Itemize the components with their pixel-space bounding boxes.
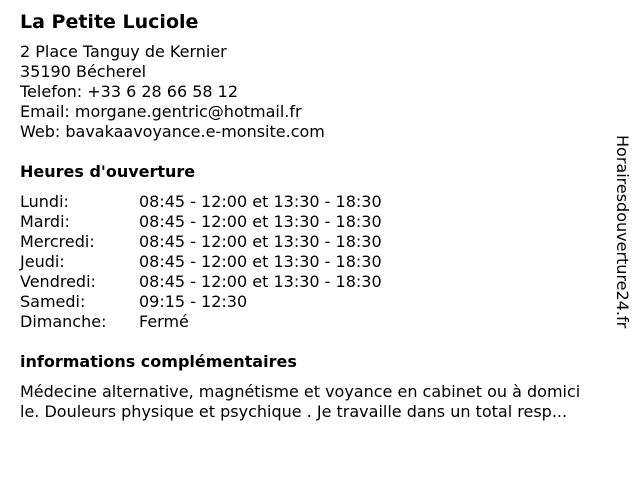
email-line: Email: morgane.gentric@hotmail.fr: [20, 102, 302, 121]
hours-day: Dimanche:: [20, 312, 107, 331]
info-description: [20, 382, 620, 422]
business-name: La Petite Luciole: [20, 11, 199, 33]
hours-time: 08:45 - 12:00 et 13:30 - 18:30: [139, 212, 382, 231]
hours-time: 08:45 - 12:00 et 13:30 - 18:30: [139, 272, 382, 291]
hours-row-saturday: [20, 292, 620, 312]
hours-time: 08:45 - 12:00 et 13:30 - 18:30: [139, 252, 382, 271]
info-line-2: le. Douleurs physique et psychique . Je travaille dans un total resp...: [20, 402, 568, 421]
hours-day: Mardi:: [20, 212, 70, 231]
hours-row-monday: [20, 192, 620, 212]
hours-row-tuesday: [20, 212, 620, 232]
hours-row-thursday: [20, 252, 620, 272]
hours-day: Jeudi:: [20, 252, 65, 271]
info-line-1: Médecine alternative, magnétisme et voyance en cabinet ou à domici: [20, 382, 581, 401]
business-card: [20, 10, 620, 422]
info-heading: informations complémentaires: [20, 352, 297, 371]
hours-time: 08:45 - 12:00 et 13:30 - 18:30: [139, 232, 382, 251]
hours-time: Fermé: [139, 312, 189, 331]
site-watermark: [612, 135, 632, 345]
contact-block: [20, 42, 620, 142]
hours-day: Mercredi:: [20, 232, 95, 251]
hours-heading: Heures d'ouverture: [20, 162, 196, 181]
hours-day: Vendredi:: [20, 272, 96, 291]
phone-line: Telefon: +33 6 28 66 58 12: [20, 82, 239, 101]
address-city: 35190 Bécherel: [20, 62, 147, 81]
hours-table: [20, 192, 620, 332]
watermark-text: Horairesdouverture24.fr: [613, 135, 632, 329]
address-street: 2 Place Tanguy de Kernier: [20, 42, 227, 61]
hours-row-friday: [20, 272, 620, 292]
hours-time: 09:15 - 12:30: [139, 292, 248, 311]
hours-row-wednesday: [20, 232, 620, 252]
hours-day: Samedi:: [20, 292, 86, 311]
web-line: Web: bavakaavoyance.e-monsite.com: [20, 122, 325, 141]
hours-time: 08:45 - 12:00 et 13:30 - 18:30: [139, 192, 382, 211]
hours-day: Lundi:: [20, 192, 69, 211]
hours-row-sunday: [20, 312, 620, 332]
